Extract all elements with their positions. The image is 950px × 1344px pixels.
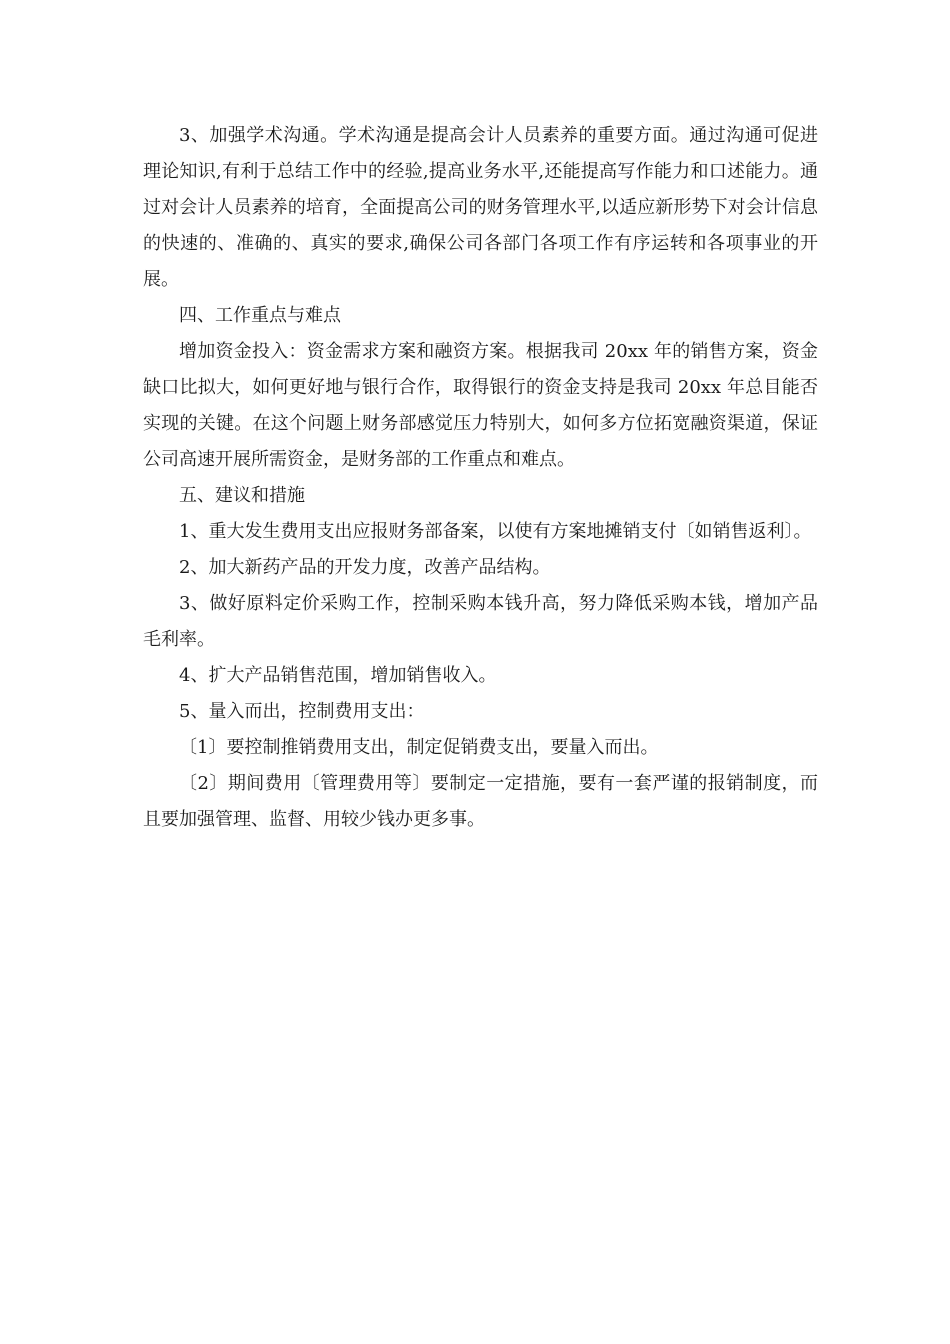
list-item-3: 3、做好原料定价采购工作，控制采购本钱升高，努力降低采购本钱，增加产品毛利率。 bbox=[143, 593, 818, 650]
sub-item-2: 〔2〕期间费用〔管理费用等〕要制定一定措施，要有一套严谨的报销制度，而且要加强管理、监督、用较少钱办更多事。 bbox=[143, 773, 818, 830]
section-heading-suggestions: 五、建议和措施 bbox=[179, 485, 305, 506]
sub-item-1: 〔1〕要控制推销费用支出，制定促销费支出，要量入而出。 bbox=[179, 737, 659, 758]
list-item-5: 5、量入而出，控制费用支出： bbox=[179, 701, 425, 722]
document-body bbox=[143, 118, 818, 838]
paragraph-academic-communication: 3、加强学术沟通。学术沟通是提高会计人员素养的重要方面。通过沟通可促进理论知识,有利于总结工作中的经验,提高业务水平,还能提高写作能力和口述能力。通过对会计人员素养的培育，全面提高公司的财务管理水平,以适应新形势下对会计信息的快速的、准确的、真实的要求,确保公司各部门各项工作有序运转和各项事业的开展。 bbox=[143, 125, 818, 290]
list-item-1: 1、重大发生费用支出应报财务部备案，以使有方案地摊销支付〔如销售返利〕。 bbox=[179, 521, 812, 542]
section-heading-key-points: 四、工作重点与难点 bbox=[179, 305, 341, 326]
list-item-2: 2、加大新药产品的开发力度，改善产品结构。 bbox=[179, 557, 551, 578]
list-item-4: 4、扩大产品销售范围，增加销售收入。 bbox=[179, 665, 497, 686]
paragraph-funding: 增加资金投入：资金需求方案和融资方案。根据我司 20xx 年的销售方案，资金缺口比拟大，如何更好地与银行合作，取得银行的资金支持是我司 20xx 年总目能否实现的关键。在这个问题上财务部感觉压力特别大，如何多方位拓宽融资渠道，保证公司高速开展所需资金，是财务部的工作重点和难点。 bbox=[143, 341, 818, 470]
